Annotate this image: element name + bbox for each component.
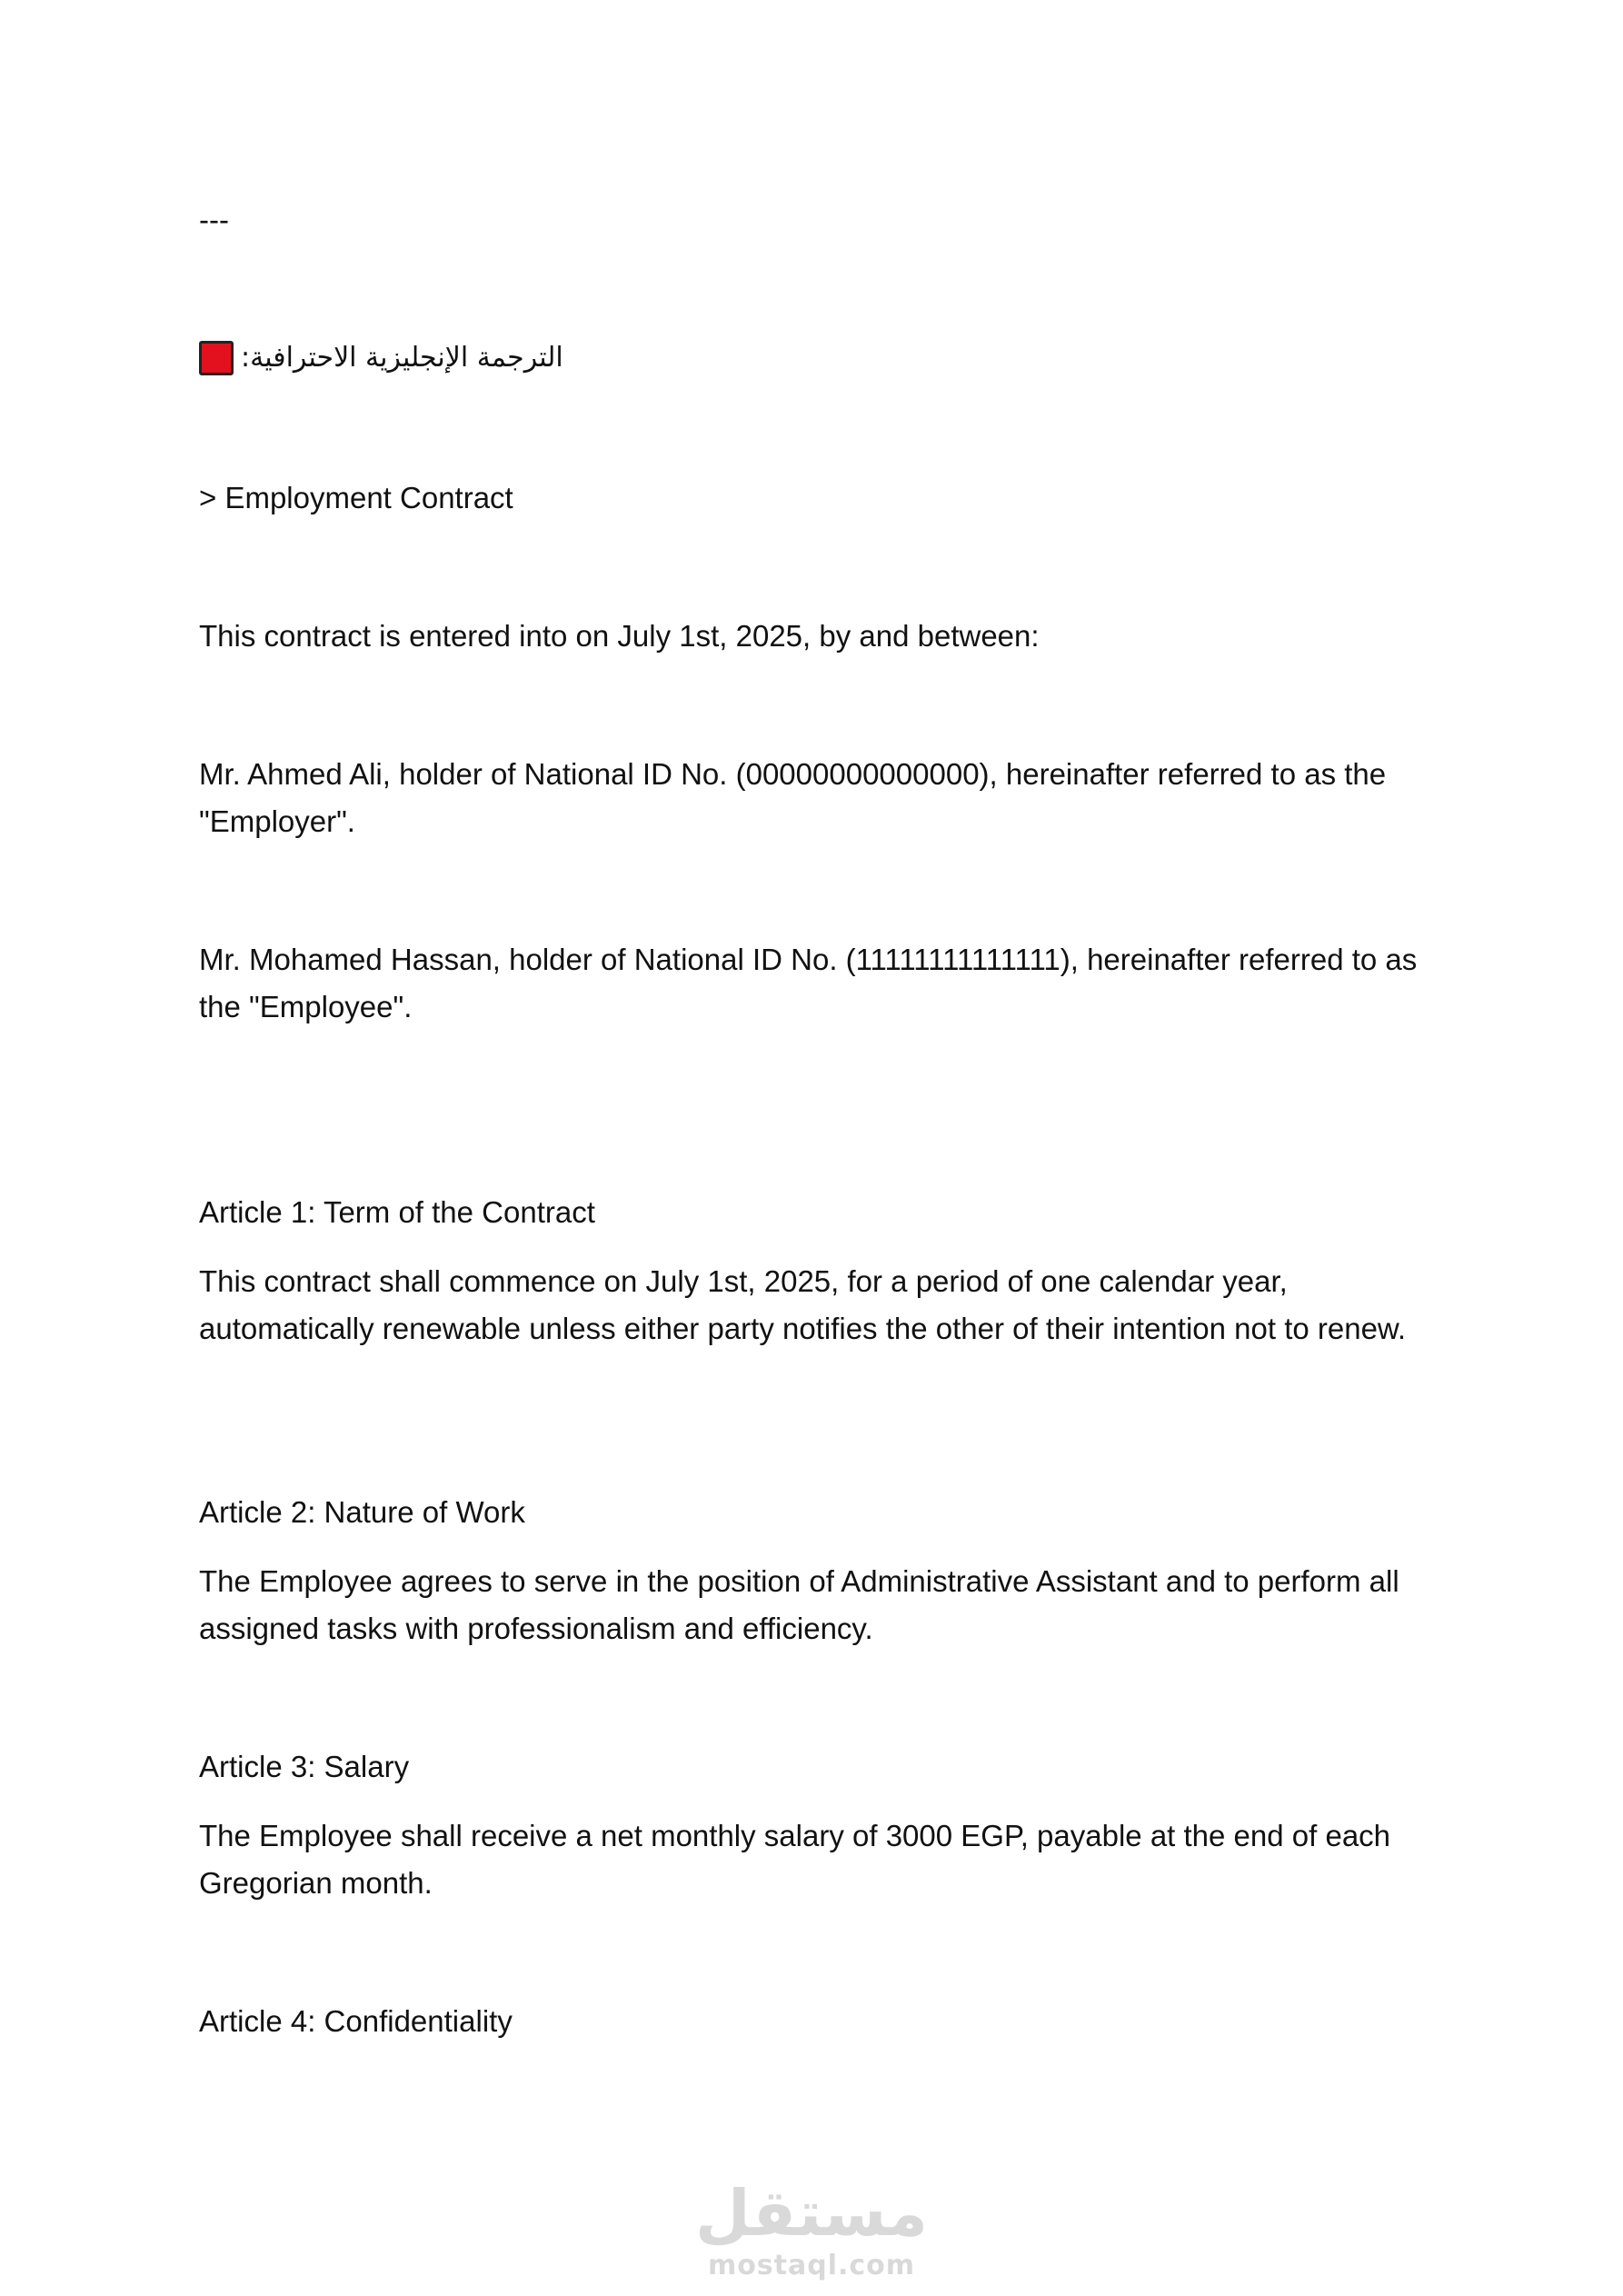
separator-line: --- [199,203,229,236]
watermark-url: mostaql.com [707,2250,916,2281]
red-square-icon [199,341,234,375]
article-2-body: The Employee agrees to serve in the position of Administrative Assistant and to perform all assigned tasks with professionalism and efficiency. [199,1564,1399,1645]
party-employee: Mr. Mohamed Hassan, holder of National ID No. (11111111111111), hereinafter referred to as the "Employee". [199,943,1418,1023]
mostaql-watermark [0,2177,1623,2282]
article-1-body: This contract shall commence on July 1st, 2025, for a period of one calendar year, automatically renewable unless either party notifies the other of their intention not to renew. [199,1264,1407,1345]
contract-intro: This contract is entered into on July 1st, 2025, by and between: [199,619,1040,653]
watermark-logo: مستقل [694,2176,928,2251]
article-3-body: The Employee shall receive a net monthly salary of 3000 EGP, payable at the end of each Gregorian month. [199,1819,1391,1900]
contract-title: > Employment Contract [199,481,513,514]
party-employer: Mr. Ahmed Ali, holder of National ID No. (00000000000000), hereinafter referred to as the "Employer". [199,757,1387,838]
article-3-heading: Article 3: Salary [199,1750,410,1783]
article-2-heading: Article 2: Nature of Work [199,1495,525,1529]
translation-heading [199,334,1453,382]
translation-heading-text: الترجمة الإنجليزية الاحترافية: [241,342,563,374]
article-1-heading: Article 1: Term of the Contract [199,1195,595,1229]
article-4-heading: Article 4: Confidentiality [199,2004,513,2038]
